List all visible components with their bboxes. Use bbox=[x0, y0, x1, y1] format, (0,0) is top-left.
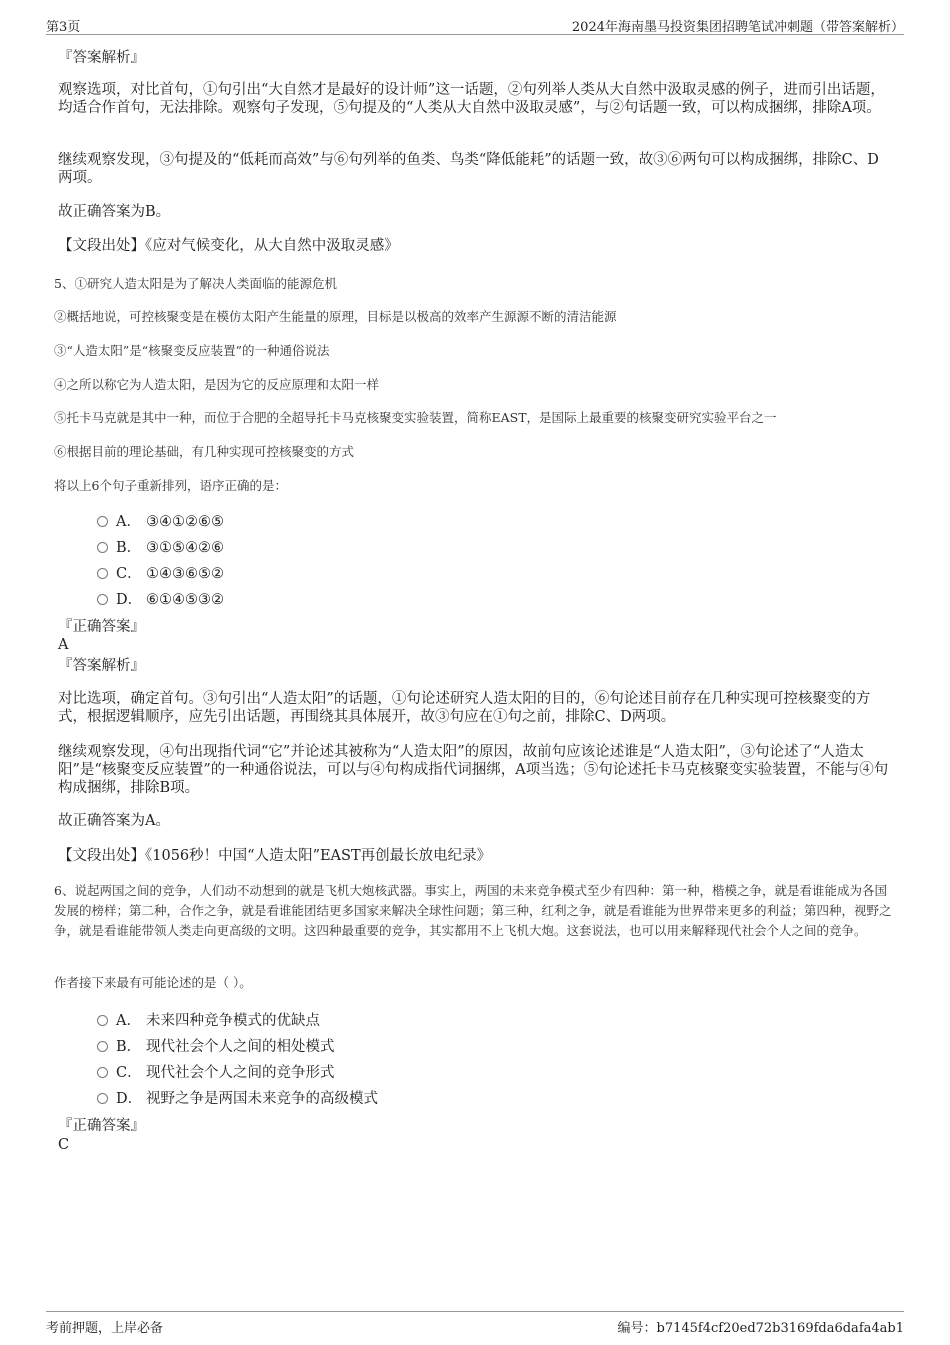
answer-label: 『正确答案』 bbox=[58, 619, 145, 635]
analysis-paragraph: 对比选项，确定首句。③句引出“人造太阳”的话题，①句论述研究人造太阳的目的，⑥句论述目前存在几种实现可控核聚变的方式，根据逻辑顺序，应先引出话题，再围绕其具体展开，故③句应在①句之前，排除C、D两项。 bbox=[58, 691, 871, 725]
question-sentence: ⑤托卡马克就是其中一种，而位于合肥的全超导托卡马克核聚变实验装置，简称EAST，是国际上最重要的核聚变研究实验平台之一 bbox=[54, 410, 777, 425]
option-d[interactable]: D． 视野之争是两国未来竞争的高级模式 bbox=[97, 1090, 378, 1108]
document-title: 2024年海南墨马投资集团招聘笔试冲刺题（带答案解析） bbox=[571, 20, 904, 35]
question-sentence: 5、①研究人造太阳是为了解决人类面临的能源危机 bbox=[54, 276, 337, 291]
radio-button[interactable] bbox=[97, 516, 108, 527]
final-answer: 故正确答案为A。 bbox=[58, 813, 170, 829]
source-citation: 【文段出处】《应对气候变化，从大自然中汲取灵感》 bbox=[58, 238, 399, 254]
radio-button[interactable] bbox=[97, 1015, 108, 1026]
page-footer bbox=[46, 1311, 904, 1336]
analysis-paragraph: 继续观察发现，④句出现指代词“它”并论述其被称为“人造太阳”的原因，故前句应该论述谁是“人造太阳”，③句论述了“人造太阳”是“核聚变反应装置”的一种通俗说法，可以与④句构成指代词捆绑，A项当选；⑤句论述托卡马克核聚变实验装置，不能与④句构成捆绑，排除B项。 bbox=[58, 744, 889, 796]
radio-button[interactable] bbox=[97, 1093, 108, 1104]
analysis-label: 『答案解析』 bbox=[58, 658, 145, 674]
final-answer: 故正确答案为B。 bbox=[58, 204, 171, 220]
question-sentence: ②概括地说，可控核聚变是在模仿太阳产生能量的原理，目标是以极高的效率产生源源不断的清洁能源 bbox=[54, 309, 617, 324]
analysis-label: 『答案解析』 bbox=[58, 50, 145, 66]
question-stem: 6、说起两国之间的竞争，人们动不动想到的就是飞机大炮核武器。事实上，两国的未来竞争模式至少有四种：第一种，楷模之争，就是看谁能成为各国发展的榜样；第二种，合作之争，就是看谁能团结更多国家来解决全球性问题；第三种，红利之争，就是看谁能为世界带来更多的利益；第四种，视野之争，就是看谁能带领人类走向更高级的文明。这四种最重要的竞争，其实都用不上飞机大炮。这套说法，也可以用来解释现代社会个人之间的竞争。 bbox=[54, 883, 892, 938]
source-citation: 【文段出处】《1056秒！中国“人造太阳”EAST再创最长放电纪录》 bbox=[58, 848, 492, 864]
question-sentence: ④之所以称它为人造太阳，是因为它的反应原理和太阳一样 bbox=[54, 377, 380, 392]
footer-slogan: 考前押题，上岸必备 bbox=[46, 1321, 164, 1336]
option-c[interactable]: C． 现代社会个人之间的竞争形式 bbox=[97, 1064, 335, 1082]
page-number: 第3页 bbox=[46, 20, 81, 35]
option-a[interactable]: A． ③④①②⑥⑤ bbox=[97, 513, 224, 531]
option-c[interactable]: C． ①④③⑥⑤② bbox=[97, 565, 224, 583]
radio-button[interactable] bbox=[97, 594, 108, 605]
option-b[interactable]: B． ③①⑤④②⑥ bbox=[97, 539, 224, 557]
radio-button[interactable] bbox=[97, 1041, 108, 1052]
question-sentence: ⑥根据目前的理论基础，有几种实现可控核聚变的方式 bbox=[54, 444, 355, 459]
document-id: 编号：b7145f4cf20ed72b3169fda6dafa4ab1 bbox=[617, 1321, 904, 1336]
page-header bbox=[46, 14, 904, 35]
radio-button[interactable] bbox=[97, 542, 108, 553]
analysis-paragraph: 继续观察发现，③句提及的“低耗而高效”与⑥句列举的鱼类、鸟类“降低能耗”的话题一致，故③⑥两句可以构成捆绑，排除C、D两项。 bbox=[58, 152, 879, 186]
answer-label: 『正确答案』 bbox=[58, 1118, 145, 1134]
option-a[interactable]: A． 未来四种竞争模式的优缺点 bbox=[97, 1012, 320, 1030]
answer-value: C bbox=[58, 1137, 70, 1153]
question-prompt: 作者接下来最有可能论述的是（ ）。 bbox=[54, 975, 252, 990]
answer-value: A bbox=[58, 637, 69, 653]
question-prompt: 将以上6个句子重新排列，语序正确的是： bbox=[54, 478, 287, 493]
option-d[interactable]: D． ⑥①④⑤③② bbox=[97, 591, 224, 609]
radio-button[interactable] bbox=[97, 568, 108, 579]
analysis-paragraph: 观察选项，对比首句，①句引出“大自然才是最好的设计师”这一话题，②句列举人类从大自然中汲取灵感的例子，进而引出话题，均适合作首句，无法排除。观察句子发现，⑤句提及的“人类从大自然中汲取灵感”，与②句话题一致，可以构成捆绑，排除A项。 bbox=[58, 82, 885, 116]
radio-button[interactable] bbox=[97, 1067, 108, 1078]
option-b[interactable]: B． 现代社会个人之间的相处模式 bbox=[97, 1038, 335, 1056]
question-sentence: ③“人造太阳”是“核聚变反应装置”的一种通俗说法 bbox=[54, 343, 330, 358]
